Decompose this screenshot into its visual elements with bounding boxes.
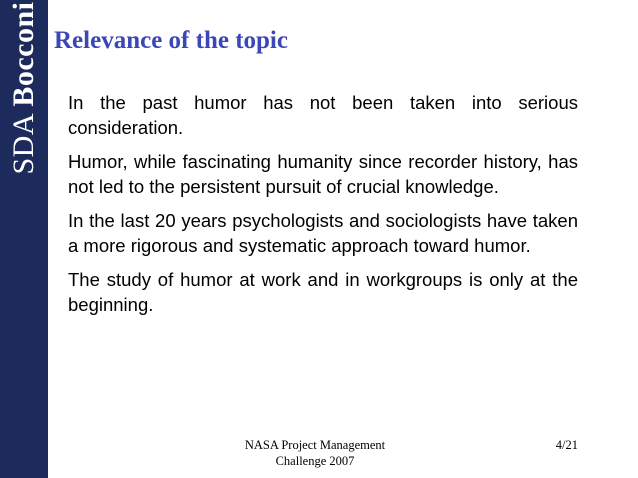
slide-title: Relevance of the topic	[54, 27, 288, 54]
page-number: 4/21	[555, 438, 578, 452]
brand-bocconi-text: Bocconi	[7, 1, 40, 107]
footer-line-2: Challenge 2007	[275, 454, 355, 468]
brand-sda-text: SDA	[7, 106, 40, 175]
footer-event	[205, 437, 425, 469]
slide-body	[68, 90, 578, 326]
brand-sidebar	[0, 0, 48, 478]
paragraph-2: Humor, while fascinating humanity since recorder history, has not led to the persistent pursuit of crucial knowledge.	[68, 151, 578, 197]
sda-bocconi-logo	[9, 1, 39, 174]
paragraph-3: In the last 20 years psychologists and sociologists have taken a more rigorous and systematic approach toward humor.	[68, 210, 578, 256]
paragraph-1: In the past humor has not been taken into serious consideration.	[68, 92, 578, 138]
paragraph-4: The study of humor at work and in workgroups is only at the beginning.	[68, 269, 578, 315]
footer-line-1: NASA Project Management	[244, 438, 386, 452]
